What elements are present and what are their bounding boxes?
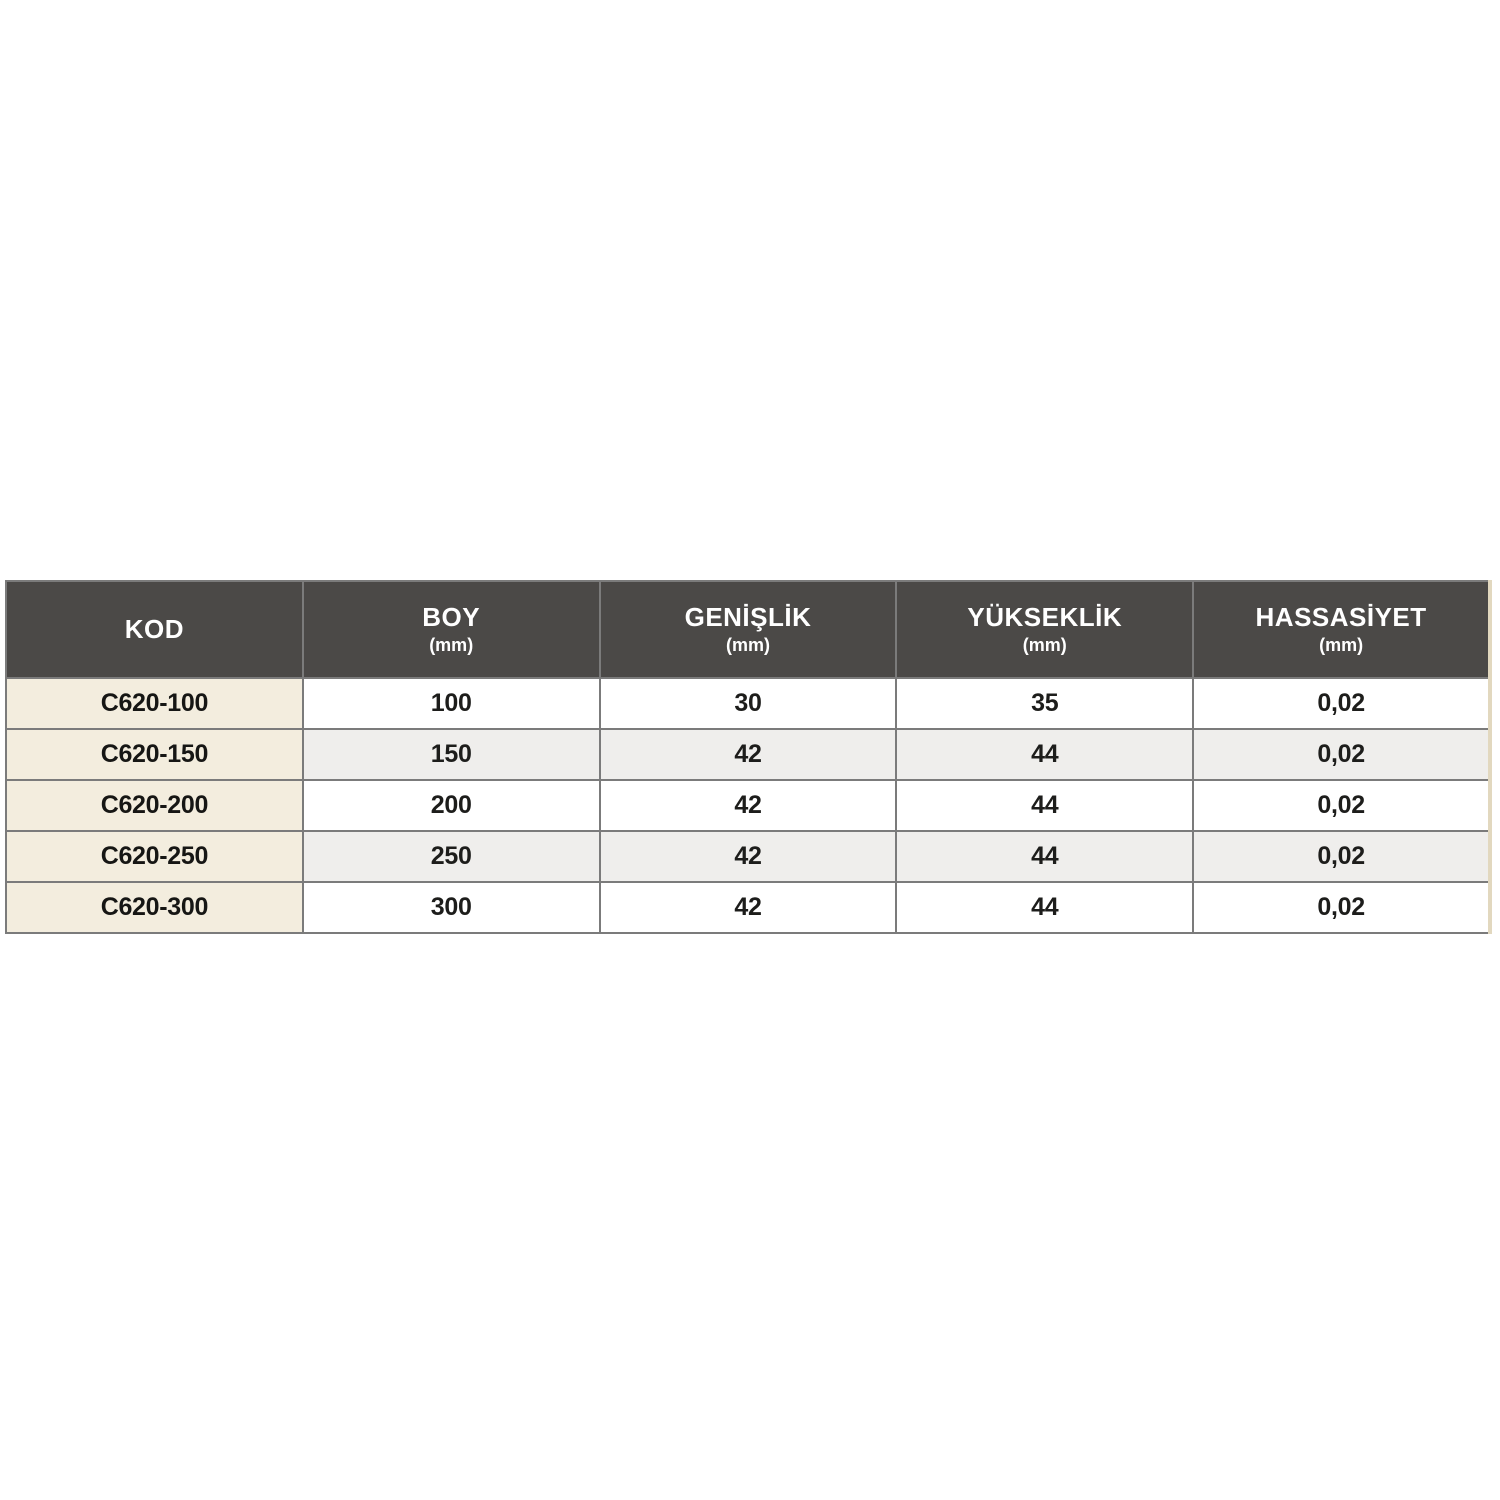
cell-code: C620-200 xyxy=(6,780,303,831)
cell-hassasiyet: 0,02 xyxy=(1193,729,1490,780)
header-cell-hassasiyet xyxy=(1193,581,1490,678)
cell-yukseklik: 35 xyxy=(896,678,1193,729)
header-unit-genislik: (mm) xyxy=(725,634,770,655)
header-cell-yukseklik xyxy=(896,581,1193,678)
cell-genislik: 42 xyxy=(600,780,897,831)
table-row xyxy=(6,678,1490,729)
cell-boy: 200 xyxy=(303,780,600,831)
cell-hassasiyet: 0,02 xyxy=(1193,678,1490,729)
cell-boy: 250 xyxy=(303,831,600,882)
cell-yukseklik: 44 xyxy=(896,831,1193,882)
header-cell-genislik xyxy=(600,581,897,678)
cell-hassasiyet: 0,02 xyxy=(1193,882,1490,933)
header-label-boy: BOY xyxy=(422,601,481,632)
cell-yukseklik: 44 xyxy=(896,780,1193,831)
header-unit-yukseklik: (mm) xyxy=(1022,634,1067,655)
cell-hassasiyet: 0,02 xyxy=(1193,831,1490,882)
table-body xyxy=(6,678,1490,933)
cell-boy: 150 xyxy=(303,729,600,780)
cell-hassasiyet: 0,02 xyxy=(1193,780,1490,831)
cell-code: C620-250 xyxy=(6,831,303,882)
header-label-yukseklik: YÜKSEKLİK xyxy=(967,601,1123,632)
cell-yukseklik: 44 xyxy=(896,882,1193,933)
cell-code: C620-100 xyxy=(6,678,303,729)
cell-boy: 100 xyxy=(303,678,600,729)
header-label-genislik: GENİŞLİK xyxy=(684,601,812,632)
header-cell-kod xyxy=(6,581,303,678)
header-unit-hassasiyet: (mm) xyxy=(1319,634,1364,655)
cell-yukseklik: 44 xyxy=(896,729,1193,780)
cell-boy: 300 xyxy=(303,882,600,933)
header-cell-boy xyxy=(303,581,600,678)
table-row xyxy=(6,882,1490,933)
cell-genislik: 42 xyxy=(600,729,897,780)
product-spec-table xyxy=(5,580,1492,934)
header-label-kod: KOD xyxy=(124,613,185,644)
table-row xyxy=(6,780,1490,831)
header-unit-boy: (mm) xyxy=(429,634,474,655)
table-row xyxy=(6,729,1490,780)
table-row xyxy=(6,831,1490,882)
cell-code: C620-150 xyxy=(6,729,303,780)
header-label-hassasiyet: HASSASİYET xyxy=(1255,601,1427,632)
table-header xyxy=(6,581,1490,678)
cell-genislik: 42 xyxy=(600,882,897,933)
cell-genislik: 42 xyxy=(600,831,897,882)
cell-code: C620-300 xyxy=(6,882,303,933)
cell-genislik: 30 xyxy=(600,678,897,729)
